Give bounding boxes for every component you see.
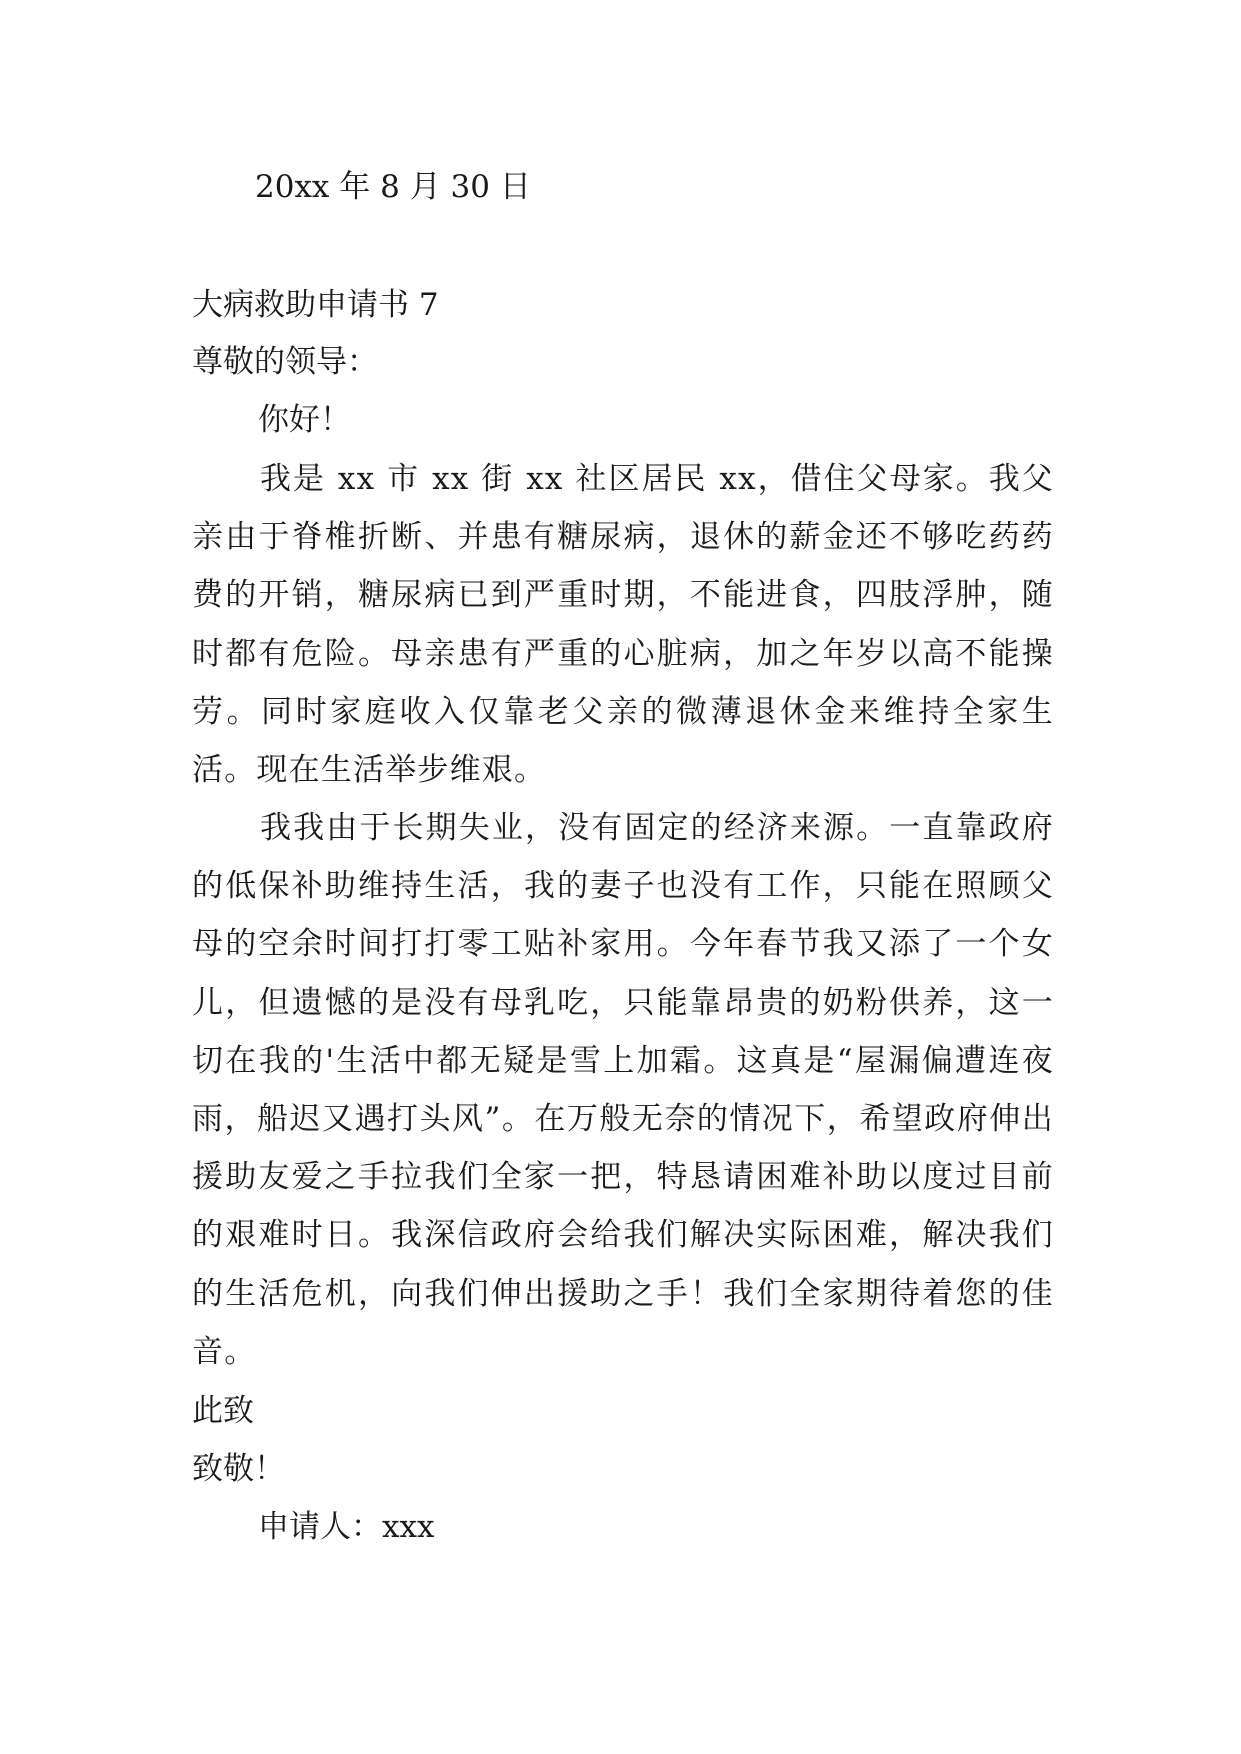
letter-salutation: 尊敬的领导： <box>192 344 378 380</box>
letter-greeting: 你好！ <box>258 402 351 438</box>
letter-closing-zhi-jing: 致敬！ <box>192 1451 285 1487</box>
letter-paragraph-1: 我是 xx 市 xx 街 xx 社区居民 xx，借住父母家。我父亲由于脊椎折断、并患有糖尿病，退休的薪金还不够吃药药费的开销，糖尿病已到严重时期，不能进食，四肢浮肿，随时都有危险。母亲患有严重的心脏病，加之年岁以高不能操劳。同时家庭收入仅靠老父亲的微薄退休金来维持全家生活。现在生活举步维艰。 <box>192 461 1054 789</box>
letter-title: 大病救助申请书 7 <box>192 287 439 323</box>
letter-closing-ci-zhi: 此致 <box>192 1393 254 1429</box>
letter-date: 20xx 年 8 月 30 日 <box>255 169 531 205</box>
letter-signature: 申请人：xxx <box>258 1509 435 1545</box>
letter-paragraph-2: 我我由于长期失业，没有固定的经济来源。一直靠政府的低保补助维持生活，我的妻子也没有工作，只能在照顾父母的空余时间打打零工贴补家用。今年春节我又添了一个女儿，但遗憾的是没有母乳吃，只能靠昂贵的奶粉供养，这一切在我的'生活中都无疑是雪上加霜。这真是“屋漏偏遭连夜雨，船迟又遇打头风”。在万般无奈的情况下，希望政府伸出援助友爱之手拉我们全家一把，特恳请困难补助以度过目前的艰难时日。我深信政府会给我们解决实际困难，解决我们的生活危机，向我们伸出援助之手！我们全家期待着您的佳音。 <box>192 810 1054 1370</box>
